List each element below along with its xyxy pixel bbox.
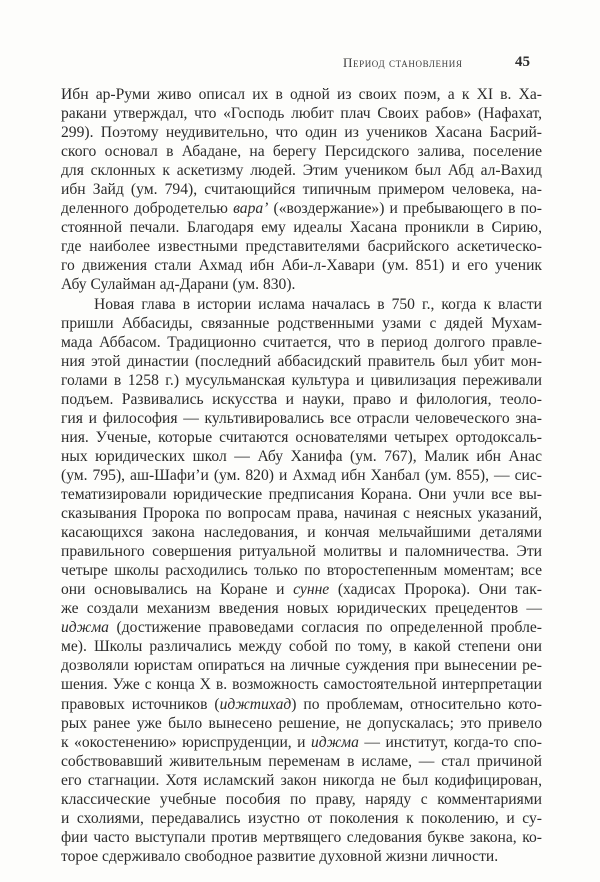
text-run: тематизировали юридические предписания Корана. Они учли все вы- <box>61 485 542 503</box>
text-run: где наиболее известными представителями басрийского аскетическо- <box>61 238 542 256</box>
text-run: ния этой династии (последний аббасидский правитель был убит мон- <box>61 352 542 370</box>
text-line <box>61 828 542 847</box>
text-run: же создали механизм введения новых юридических прецедентов — <box>61 600 542 618</box>
text-line <box>61 275 542 294</box>
text-line <box>61 428 542 447</box>
text-line <box>61 466 542 485</box>
text-run: рых ранее уже было вынесено решение, не допускалась; это привело <box>61 714 542 732</box>
text-run: правовых источников ( <box>61 695 220 713</box>
running-head <box>0 55 600 75</box>
text-run: Абу Сулайман ад-Дарани (ум. 830). <box>61 276 296 294</box>
text-line <box>61 237 542 256</box>
text-line <box>61 675 542 694</box>
text-run: деленного добродетелью <box>61 200 234 218</box>
text-run: (достижение правоведами согласия по определенной пробле- <box>108 619 542 637</box>
text-run: 299). Поэтому неудивительно, что один из учеников Хасана Басрий- <box>61 124 542 142</box>
text-line <box>61 771 542 790</box>
text-run: гия и философия — культивировались все отрасли человеческого зна- <box>61 409 542 427</box>
text-run: ракани утверждал, что «Господь любит плач Своих рабов» (Нафахат, <box>61 105 542 123</box>
italic-term: вара’ <box>233 200 269 218</box>
text-line <box>61 542 542 561</box>
text-run: дозволяли юристам опираться на личные суждения при вынесении ре- <box>61 657 542 675</box>
text-run: ме). Школы различались между собой по тому, в какой степени они <box>61 638 542 656</box>
page-body <box>61 85 542 866</box>
text-line <box>61 580 542 599</box>
text-line <box>61 199 542 218</box>
italic-term: иджма <box>310 733 359 751</box>
text-run: сказывания Пророка по вопросам права, начиная с неясных указаний, <box>61 505 542 523</box>
text-line <box>61 561 542 580</box>
text-run: голами в 1258 г.) мусульманская культура и цивилизация переживали <box>61 371 542 389</box>
text-run: ского основал в Абадане, на берегу Персидского залива, поселение <box>61 143 542 161</box>
text-run: ибн Зайд (ум. 794), считающийся типичным примером человека, на- <box>61 181 542 199</box>
page-number: 45 <box>515 54 530 70</box>
text-run: Ибн ар-Руми живо описал их в одной из своих поэм, а к XI в. Ха- <box>61 86 542 103</box>
text-run: (хадисах Пророка). Они так- <box>329 581 542 599</box>
text-line <box>61 599 542 618</box>
text-run: касающихся закона наследования, и кончая мельчайшими деталями <box>61 524 542 542</box>
text-line <box>61 295 542 314</box>
text-line <box>61 733 542 752</box>
text-line <box>61 180 542 199</box>
text-line <box>61 523 542 542</box>
text-line <box>61 256 542 275</box>
text-line <box>61 790 542 809</box>
text-run: торое сдерживало свободное развитие духовной жизни личности. <box>61 847 499 865</box>
text-line <box>61 161 542 180</box>
text-run: — институт, когда-то спо- <box>358 733 542 751</box>
italic-term: иджтихад <box>219 695 292 713</box>
paragraph <box>61 295 542 866</box>
text-run: собствовавший живительным переменам в исламе, — стал причиной <box>61 752 542 770</box>
italic-term: иджма <box>61 619 109 637</box>
text-run: ния. Ученые, которые считаются основателями четырех ортодоксаль- <box>61 428 542 446</box>
text-run: шения. Уже с конца X в. возможность самостоятельной интерпретации <box>61 676 542 694</box>
text-run: фии часто выступали против мертвящего следования букве закона, ко- <box>61 828 542 846</box>
text-line <box>61 333 542 352</box>
text-line <box>61 390 542 409</box>
text-line <box>61 371 542 390</box>
text-run: го движения стали Ахмад ибн Аби-л-Хавари (ум. 851) и его ученик <box>61 257 542 275</box>
text-line <box>61 752 542 771</box>
text-line <box>61 218 542 237</box>
text-run: мада Аббасом. Традиционно считается, что в период долгого правле- <box>61 333 542 351</box>
text-line <box>61 656 542 675</box>
text-line <box>61 409 542 428</box>
text-run: стоянной печали. Благодаря ему идеалы Хасана проникли в Сирию, <box>61 219 542 237</box>
text-line <box>61 352 542 371</box>
text-line <box>61 847 542 866</box>
text-line <box>61 104 542 123</box>
paragraph <box>61 85 542 295</box>
text-run: Новая глава в истории ислама началась в 750 г., когда к власти <box>94 295 542 313</box>
running-head-title: Период становления <box>343 55 463 70</box>
text-run: правильного совершения ритуальной молитвы и паломничества. Эти <box>61 543 542 561</box>
text-line <box>61 714 542 733</box>
text-run: подъем. Развивались искусства и науки, право и филология, теоло- <box>61 390 542 408</box>
text-line <box>61 123 542 142</box>
text-line <box>61 504 542 523</box>
text-run: классические учебные пособия по праву, наряду с комментариями <box>61 790 542 808</box>
text-line <box>61 85 542 104</box>
text-line <box>61 142 542 161</box>
text-run: (ум. 795), аш-Шафи’и (ум. 820) и Ахмад ибн Ханбал (ум. 855), — сис- <box>61 466 542 484</box>
text-run: для склонных к аскетизму людей. Этим учеником был Абд ал-Вахид <box>61 162 542 180</box>
text-line <box>61 314 542 333</box>
text-line <box>61 637 542 656</box>
text-run: ных юридических школ — Абу Ханифа (ум. 767), Малик ибн Анас <box>61 447 542 465</box>
text-run: ) по проблемам, относительно кото- <box>291 695 542 713</box>
text-line <box>61 695 542 714</box>
text-line <box>61 485 542 504</box>
text-run: («воздержание») и пребывающего в по- <box>268 200 542 218</box>
text-run: пришли Аббасиды, связанные родственными узами с дядей Мухам- <box>61 314 542 332</box>
text-run: к «окостенению» юриспруденции, и <box>61 733 311 751</box>
italic-term: сунне <box>293 581 330 599</box>
text-run: четыре школы расходились только по второстепенным моментам; все <box>61 562 542 580</box>
text-line <box>61 447 542 466</box>
text-line <box>61 809 542 828</box>
text-run: они основывались на Коране и <box>61 581 294 599</box>
text-run: его стагнации. Хотя исламский закон никогда не был кодифицирован, <box>61 771 542 789</box>
text-line <box>61 618 542 637</box>
text-run: и схолиями, передавались изустно от поколения к поколению, и су- <box>61 809 542 827</box>
